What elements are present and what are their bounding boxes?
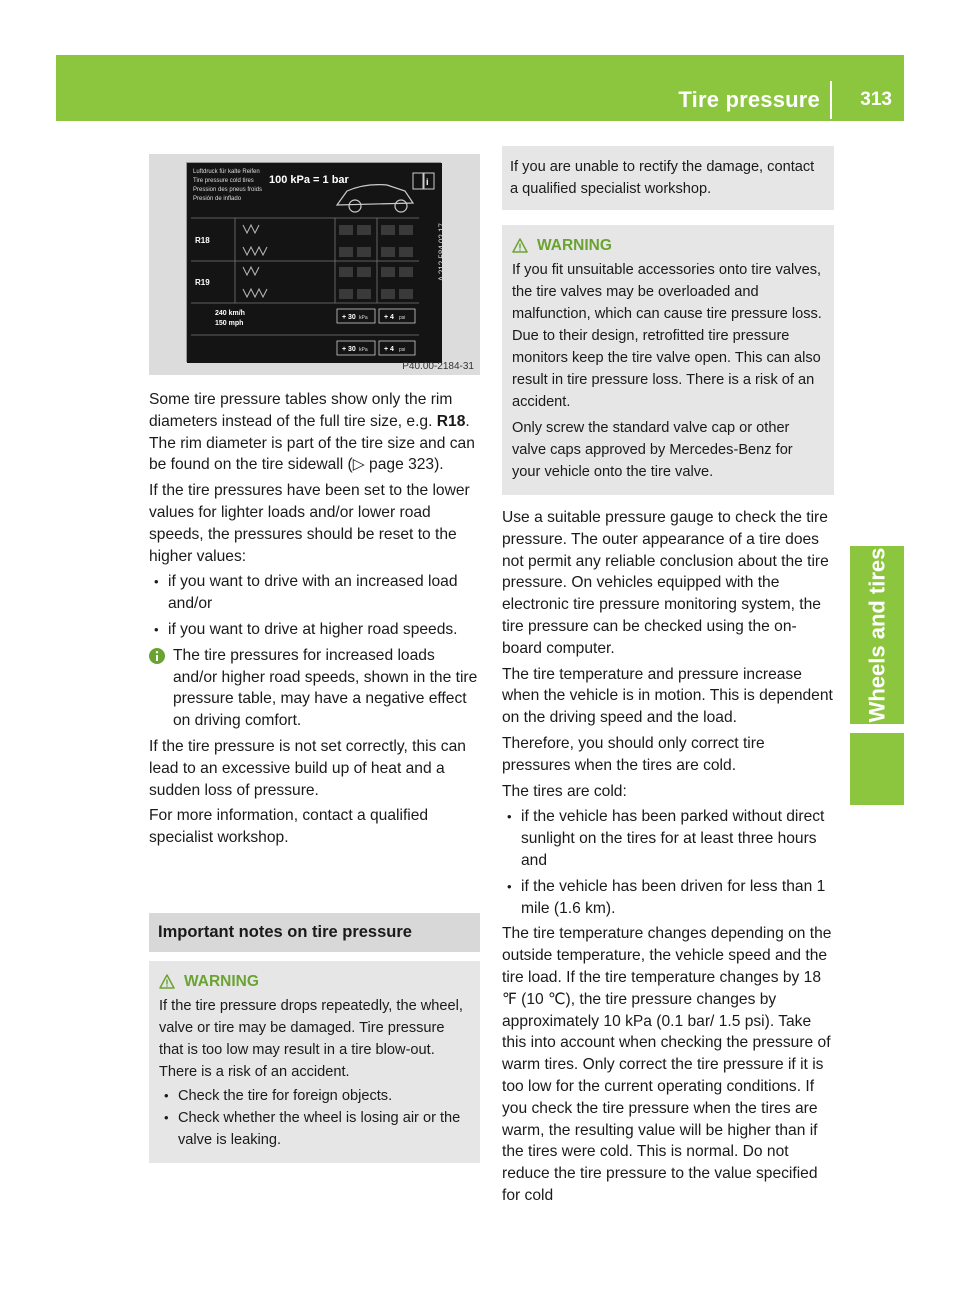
list-item: • if the vehicle has been driven for less than 1 mile (1.6 km). xyxy=(502,876,834,920)
warning-box xyxy=(149,961,480,1163)
list-item: • if you want to drive with an increased load and/or xyxy=(149,571,480,615)
placard-row-r19: R19 xyxy=(195,278,210,287)
rim-example: R18 xyxy=(436,412,466,430)
page-title: Tire pressure xyxy=(678,87,820,112)
temperature-change-paragraph: The tire temperature changes depending on the outside temperature, the vehicle speed and the tire load. If the tire temperature changes by 18 ℉ (10 ℃), the tire pressure changes by approximately 10 kPa (0.1 bar/ 1.5 psi). Take this into account when checking the pressure of warm tires. Only correct the tire pressure if it is too low for the current operating conditions. If you check the tire pressure when the tires are warm, the resulting value will be higher than if the tires were cold. This is normal. Do not reduce the tire pressure to the value specified for cold xyxy=(502,925,832,1204)
warning-box xyxy=(502,225,834,495)
warning-text: If you fit unsuitable accessories onto tire valves, the tire valves may be overloaded and malfunction, which can cause tire pressure loss. Due to their design, retrofitted tire pressure monitors keep the tire valve open. This can also result in tire pressure loss. There is a risk of an accident. xyxy=(512,262,822,410)
placard-line-1: Luftdruck für kalte Reifen xyxy=(193,169,260,175)
damage-note-box: If you are unable to rectify the damage, contact a qualified specialist workshop. xyxy=(502,146,834,210)
warning-text-2: Only screw the standard valve cap or other valve caps approved by Mercedes-Benz for your vehicle onto the tire valve. xyxy=(512,420,793,480)
warning-heading: WARNING xyxy=(537,237,612,254)
warning-triangle-icon xyxy=(159,974,175,990)
placard-row-r18: R18 xyxy=(195,236,210,245)
header-divider xyxy=(830,81,832,119)
important-notes-section xyxy=(149,913,480,1163)
header-band xyxy=(56,55,904,121)
chapter-marker xyxy=(850,733,904,805)
placard-unit-psi-2: psi xyxy=(399,347,406,353)
list-item: • Check whether the wheel is losing air or the valve is leaking. xyxy=(159,1107,470,1151)
page-reference-link[interactable]: (▷ page 323). xyxy=(347,456,444,474)
info-icon xyxy=(149,648,165,664)
placard-add-psi-1: + 4 xyxy=(384,314,394,321)
placard-speed-mph: 150 mph xyxy=(215,320,244,327)
info-note: The tire pressures for increased loads and/or higher road speeds, shown in the tire pressure table, may have a negative effect on driving comfort. xyxy=(149,645,480,732)
figure-label: P40.00-2184-31 xyxy=(402,361,474,372)
gauge-paragraph: Use a suitable pressure gauge to check the tire pressure. The outer appearance of a tire does not permit any reliable conclusion about the tire pressure. On vehicles equipped with the electronic tire pressure monitoring system, the tire pressure can be checked using the on-board computer. xyxy=(502,509,829,657)
placard-add-kpa-2: + 30 xyxy=(342,346,356,353)
cold-definition-paragraph: The tires are cold: xyxy=(502,782,627,800)
chapter-tab-label: Wheels and tires xyxy=(864,547,889,723)
chapter-tab xyxy=(850,546,904,724)
placard-illustration xyxy=(187,163,442,363)
warning-heading: WARNING xyxy=(184,973,259,990)
placard-unit-kpa-1: kPa xyxy=(359,315,368,321)
placard-unit-kpa-2: kPa xyxy=(359,347,368,353)
placard-line-2: Tire pressure cold tires xyxy=(193,178,254,184)
list-item: • if you want to drive at higher road speeds. xyxy=(149,619,480,641)
placard-add-psi-2: + 4 xyxy=(384,346,394,353)
list-item: • if the vehicle has been parked without direct sunlight on the tires for at least three hours and xyxy=(502,806,834,871)
more-info-paragraph: For more information, contact a qualified specialist workshop. xyxy=(149,807,429,847)
cold-correction-paragraph: Therefore, you should only correct tire pressures when the tires are cold. xyxy=(502,734,765,774)
tire-pressure-placard-figure xyxy=(149,154,480,375)
warning-text: If the tire pressure drops repeatedly, the wheel, valve or tire may be damaged. Tire pressure that is too low may result in a tire blow-out. There is a risk of an accident. xyxy=(159,998,463,1080)
svg-text:i: i xyxy=(426,177,429,187)
section-heading: Important notes on tire pressure xyxy=(149,913,480,952)
incorrect-pressure-paragraph: If the tire pressure is not set correctly, this can lead to an excessive build up of heat and a sudden loss of pressure. xyxy=(149,737,466,799)
left-column xyxy=(149,389,480,849)
warning-triangle-icon xyxy=(512,238,528,254)
temperature-paragraph: The tire temperature and pressure increase when the vehicle is in motion. This is dependent on the driving speed and the load. xyxy=(502,665,833,727)
reset-pressure-paragraph: If the tire pressures have been set to the lower values for lighter loads and/or lower road speeds, the pressures should be reset to the higher values: xyxy=(149,482,470,565)
rim-diameter-paragraph: Some tire pressure tables show only the rim diameters instead of the full tire size, e.g. R18. The rim diameter is part of the tire size and can be found on the tire sidewall (▷ page 323). xyxy=(149,391,475,474)
placard-line-3: Pression des pneus froids xyxy=(193,187,263,193)
placard-line-4: Presión de inflado xyxy=(193,196,242,202)
placard-kpa-bar: 100 kPa = 1 bar xyxy=(269,174,349,186)
list-item: • Check the tire for foreign objects. xyxy=(159,1085,470,1107)
right-column xyxy=(502,146,834,1207)
placard-add-kpa-1: + 30 xyxy=(342,314,356,321)
placard-unit-psi-1: psi xyxy=(399,315,406,321)
placard-speed-kmh: 240 km/h xyxy=(215,310,245,317)
tire-pressure-placard xyxy=(186,162,446,362)
page-number: 313 xyxy=(860,89,892,110)
placard-code: A 212 584 02 17 xyxy=(437,223,446,282)
